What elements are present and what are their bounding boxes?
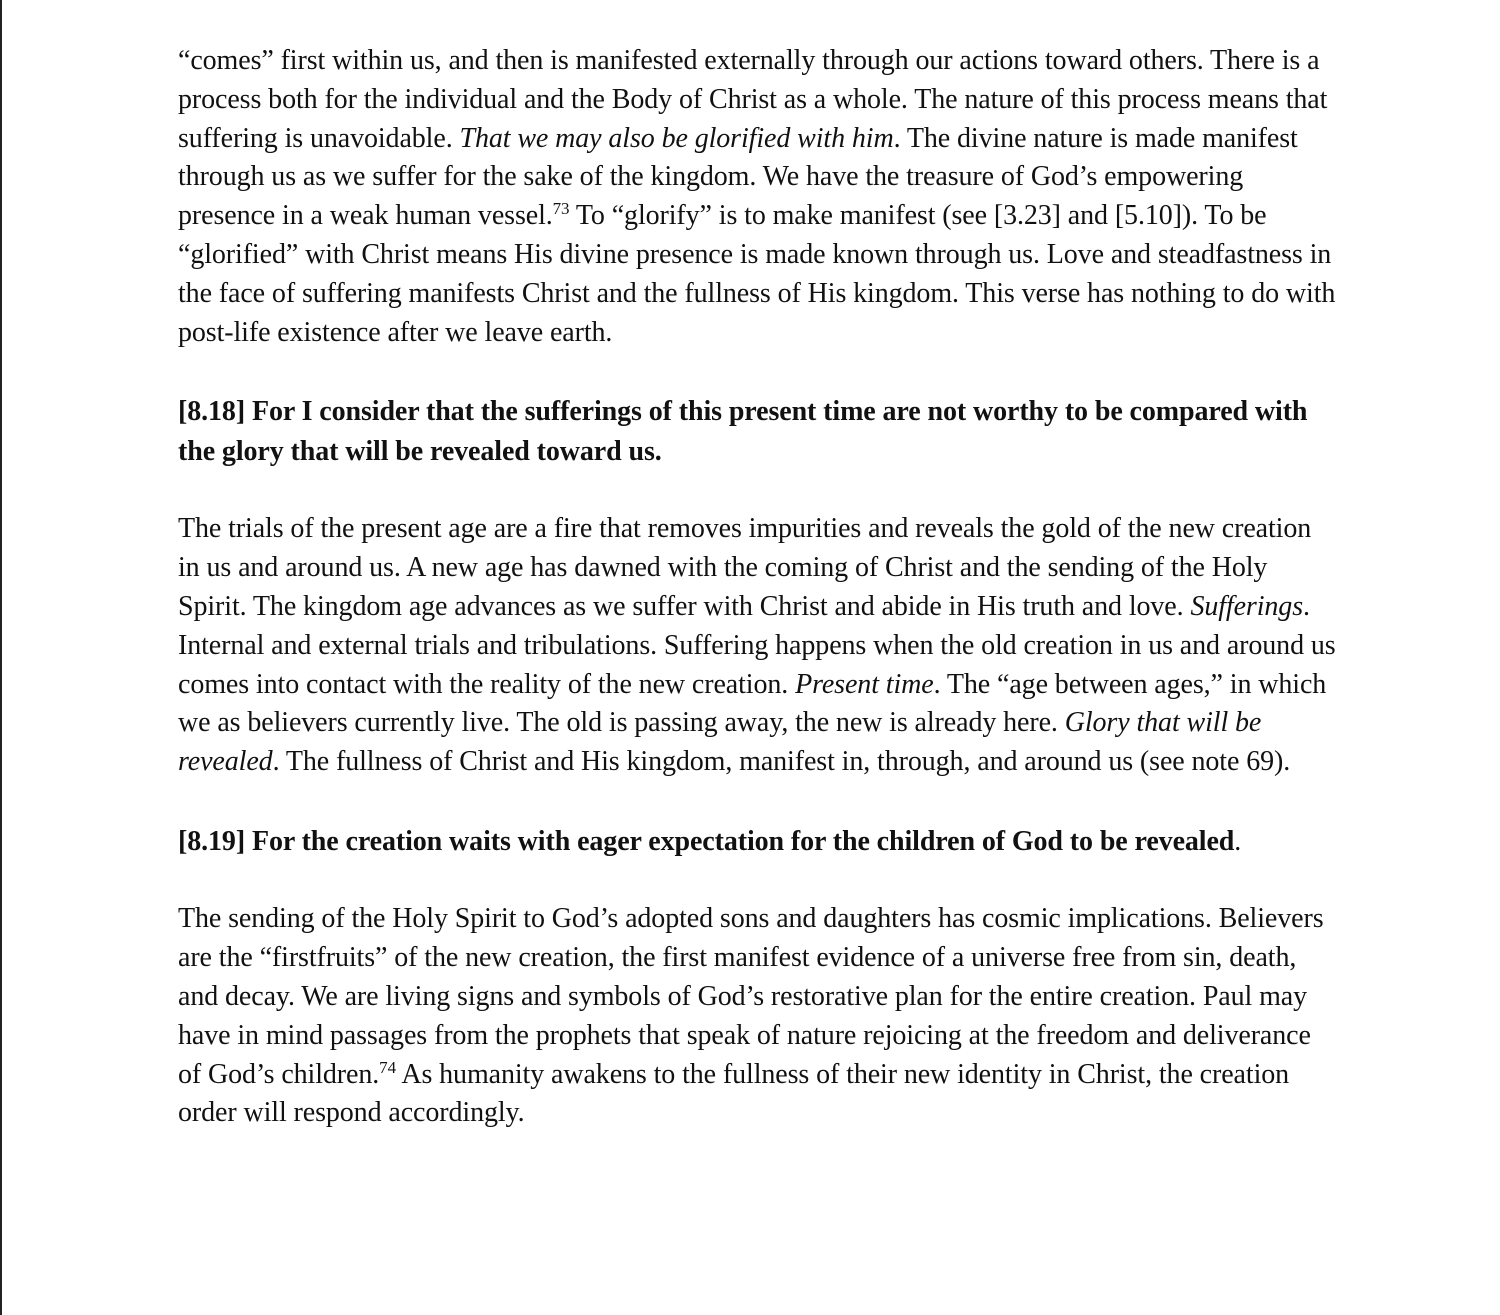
italic-phrase: Glory that will be revealed [178,707,1262,778]
italic-phrase: Sufferings [1190,590,1303,622]
footnote-marker[interactable]: 74 [379,1057,396,1077]
verse-heading: [8.19] For the creation waits with eager expectation for the children of God to be revealed. [178,825,1242,857]
footnote-marker[interactable]: 73 [552,199,570,219]
commentary-paragraph: “comes” first within us, and then is manifested externally through our actions toward others. There is a process both for the individual and the Body of Christ as a whole. The nature of this process means that suffering is unavoidable. That we may also be glorified with him. The divine nature is made manifest through us as we suffer for the sake of the kingdom. We have the treasure of God’s empowering presence in a weak human vessel.$^{73}$ To “glorify” is to make manifest (see [3.23] and [5.10]). To be “glorified” with Christ means His divine presence is made known through us. Love and steadfastness in the face of suffering manifests Christ and the fullness of His kingdom. This verse has nothing to do with post-life existence after we leave earth. [178,45,1336,348]
italic-phrase: Present time [795,668,934,700]
page-edge [0,0,2,1315]
commentary-paragraph: The sending of the Holy Spirit to God’s adopted sons and daughters has cosmic implications. Believers are the “firstfruits” of the new creation, the first manifest evidence of a universe free from sin, death, and decay. We are living signs and symbols of God’s restorative plan for the entire creation. Paul may have in mind passages from the prophets that speak of nature rejoicing at the freedom and deliverance of God’s children.$^{74}$ As humanity awakens to the fullness of their new identity in Christ, the creation order will respond accordingly. [178,903,1324,1129]
italic-phrase: That we may also be glorified with him [459,122,894,154]
commentary-paragraph: The trials of the present age are a fire that removes impurities and reveals the gold of the new creation in us and around us. A new age has dawned with the coming of Christ and the sending of the Holy Spirit. The kingdom age advances as we suffer with Christ and abide in His truth and love. Sufferings. Internal and external trials and tribulations. Suffering happens when the old creation in us and around us comes into contact with the reality of the new creation. Present time. The “age between ages,” in which we as believers currently live. The old is passing away, the new is already here. Glory that will be revealed. The fullness of Christ and His kingdom, manifest in, through, and around us (see note 69). [178,513,1336,778]
verse-heading: [8.18] For I consider that the sufferings of this present time are not worthy to be compared with the glory that will be revealed toward us. [178,396,1308,467]
document-body [178,42,1338,1133]
